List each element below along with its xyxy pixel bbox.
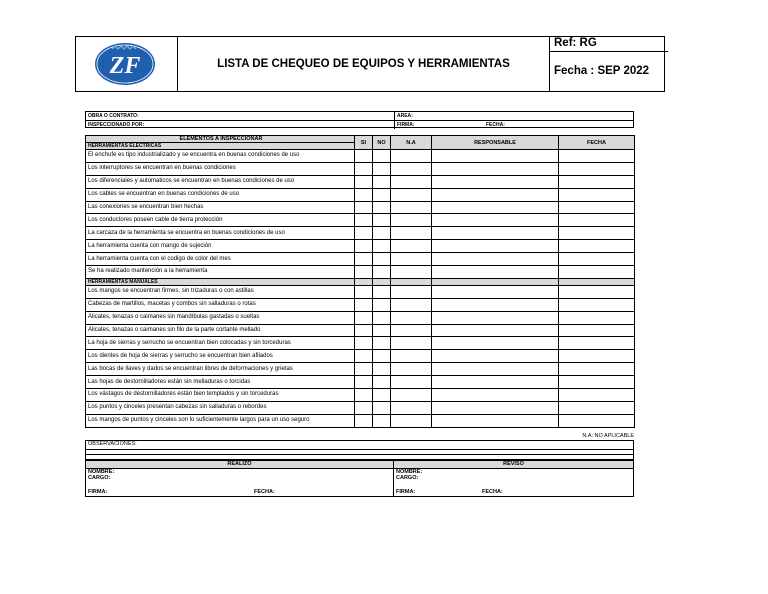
check-na[interactable] <box>391 188 432 201</box>
fecha-cell[interactable] <box>559 214 635 227</box>
fecha-cell[interactable] <box>559 350 635 363</box>
responsable-cell[interactable] <box>432 253 559 266</box>
check-si[interactable] <box>355 175 373 188</box>
responsable-cell[interactable] <box>432 150 559 163</box>
document-date: Fecha : SEP 2022 <box>554 65 650 77</box>
check-no[interactable] <box>373 188 391 201</box>
section-header-blank <box>355 278 373 285</box>
check-no[interactable] <box>373 389 391 402</box>
company-logo <box>76 37 178 91</box>
table-row <box>86 337 635 350</box>
check-na[interactable] <box>391 285 432 298</box>
reviso-nombre[interactable]: NOMBRE: <box>396 469 423 475</box>
section-title: ELEMENTOS A INSPECCIONAR <box>86 136 355 143</box>
table-row <box>86 389 635 402</box>
col-na: N.A <box>391 136 432 150</box>
responsable-cell[interactable] <box>432 350 559 363</box>
table-row <box>86 240 635 253</box>
fecha-cell[interactable] <box>559 175 635 188</box>
responsable-cell[interactable] <box>432 201 559 214</box>
check-no[interactable] <box>373 285 391 298</box>
checklist-item: Los interruptores se encuentran en buenas condiciones <box>86 162 355 175</box>
responsable-cell[interactable] <box>432 188 559 201</box>
check-na[interactable] <box>391 266 432 279</box>
checklist-item: Los diferenciales y automaticos se encuentran en buenas condiciones de uso <box>86 175 355 188</box>
col-si: SI <box>355 136 373 150</box>
observaciones-line <box>86 454 633 455</box>
fecha-cell[interactable] <box>559 227 635 240</box>
checklist-item: La herramienta cuenta con mango de sujeción <box>86 240 355 253</box>
realizo-nombre[interactable]: NOMBRE: <box>88 469 115 475</box>
table-row <box>86 311 635 324</box>
check-na[interactable] <box>391 311 432 324</box>
check-si[interactable] <box>355 188 373 201</box>
check-na[interactable] <box>391 240 432 253</box>
realizo-section <box>86 461 394 496</box>
check-no[interactable] <box>373 401 391 414</box>
fecha-cell[interactable] <box>559 298 635 311</box>
check-si[interactable] <box>355 201 373 214</box>
check-si[interactable] <box>355 285 373 298</box>
fecha-cell[interactable] <box>559 337 635 350</box>
check-na[interactable] <box>391 414 432 427</box>
reviso-firma[interactable]: FIRMA: <box>396 489 416 495</box>
section-header-blank <box>373 278 391 285</box>
checklist-item: La herramienta cuenta con el codigo de color del mes <box>86 253 355 266</box>
check-no[interactable] <box>373 376 391 389</box>
checklist-item: La hoja de sierras y serrucho se encuentran bien colocadas y sin torceduras <box>86 337 355 350</box>
check-no[interactable] <box>373 414 391 427</box>
responsable-cell[interactable] <box>432 363 559 376</box>
check-no[interactable] <box>373 363 391 376</box>
table-row <box>86 350 635 363</box>
check-si[interactable] <box>355 227 373 240</box>
table-row <box>86 253 635 266</box>
inspeccionado-field[interactable]: INSPECCIONADO POR: <box>88 122 145 128</box>
check-si[interactable] <box>355 311 373 324</box>
checklist-item: Los mangos se encuentran firmes, sin trizaduras o con astillas <box>86 285 355 298</box>
check-na[interactable] <box>391 227 432 240</box>
fecha-cell[interactable] <box>559 363 635 376</box>
check-si[interactable] <box>355 350 373 363</box>
check-si[interactable] <box>355 401 373 414</box>
fecha-cell[interactable] <box>559 240 635 253</box>
checklist-item: Los vástagos de destornilladores están bien templados y sin torceduras <box>86 389 355 402</box>
check-si[interactable] <box>355 414 373 427</box>
checklist-item: Los puntos y cinceles presentan cabezas sin salladuras o rebordes <box>86 401 355 414</box>
responsable-cell[interactable] <box>432 414 559 427</box>
table-row <box>86 162 635 175</box>
signature-block <box>85 460 634 497</box>
check-si[interactable] <box>355 298 373 311</box>
responsable-cell[interactable] <box>432 175 559 188</box>
fecha-cell[interactable] <box>559 285 635 298</box>
checklist-item: Se ha realizado mantención a la herramienta <box>86 266 355 279</box>
check-si[interactable] <box>355 150 373 163</box>
check-na[interactable] <box>391 253 432 266</box>
responsable-cell[interactable] <box>432 376 559 389</box>
section-header-blank <box>432 278 559 285</box>
check-na[interactable] <box>391 162 432 175</box>
check-si[interactable] <box>355 266 373 279</box>
checklist-item: Las hojas de destornilladores están sin melladuras o torcidas <box>86 376 355 389</box>
checklist-table <box>85 135 635 428</box>
check-no[interactable] <box>373 298 391 311</box>
check-na[interactable] <box>391 376 432 389</box>
responsable-cell[interactable] <box>432 298 559 311</box>
check-no[interactable] <box>373 150 391 163</box>
table-row <box>86 227 635 240</box>
table-row <box>86 150 635 163</box>
check-na[interactable] <box>391 298 432 311</box>
checklist-item: Alicates, tenazas o caimanes sin mandíbulas gastadas o sueltas <box>86 311 355 324</box>
check-no[interactable] <box>373 311 391 324</box>
check-na[interactable] <box>391 401 432 414</box>
table-row <box>86 298 635 311</box>
check-no[interactable] <box>373 227 391 240</box>
check-na[interactable] <box>391 175 432 188</box>
document-title: LISTA DE CHEQUEO DE EQUIPOS Y HERRAMIENTAS <box>178 37 550 91</box>
inspection-info <box>85 111 634 128</box>
checklist-item: Los dientes de hoja de sierras y serrucho se encuentran bien afilados <box>86 350 355 363</box>
zf-logo-icon <box>88 41 166 87</box>
responsable-cell[interactable] <box>432 240 559 253</box>
info-row-2 <box>86 120 633 129</box>
svg-text:ZF: ZF <box>109 53 141 79</box>
realizo-cargo[interactable]: CARGO: <box>88 475 111 481</box>
check-no[interactable] <box>373 162 391 175</box>
area-field[interactable]: AREA: <box>394 112 633 120</box>
check-na[interactable] <box>391 201 432 214</box>
fecha-cell[interactable] <box>559 311 635 324</box>
responsable-cell[interactable] <box>432 389 559 402</box>
table-row <box>86 201 635 214</box>
check-si[interactable] <box>355 337 373 350</box>
check-no[interactable] <box>373 324 391 337</box>
section-header: HERRAMIENTAS MANUALES <box>86 278 355 285</box>
responsable-cell[interactable] <box>432 337 559 350</box>
checklist-item: Las conexiones se encuentran bien hechas <box>86 201 355 214</box>
responsable-cell[interactable] <box>432 401 559 414</box>
check-no[interactable] <box>373 350 391 363</box>
section-header-blank <box>559 278 635 285</box>
na-legend: N.A: NO APLICABLE <box>582 433 634 439</box>
check-no[interactable] <box>373 214 391 227</box>
check-no[interactable] <box>373 175 391 188</box>
checklist-item: Los mangos de puntos y cinceles son lo suficientemente largos para un uso seguro <box>86 414 355 427</box>
check-no[interactable] <box>373 266 391 279</box>
table-header-row <box>86 136 635 143</box>
fecha-field[interactable]: FECHA: <box>486 122 505 128</box>
table-row <box>86 285 635 298</box>
section-header: HERRAMIENTAS ELECTRICAS <box>86 143 355 150</box>
realizo-firma[interactable]: FIRMA: <box>88 489 108 495</box>
obra-field[interactable]: OBRA O CONTRATO: <box>88 113 139 119</box>
table-row <box>86 266 635 279</box>
fecha-cell[interactable] <box>559 414 635 427</box>
reference-code: Ref: RG <box>550 37 668 52</box>
check-no[interactable] <box>373 240 391 253</box>
observaciones-box[interactable] <box>85 440 634 460</box>
info-row-1 <box>86 112 633 120</box>
table-row <box>86 414 635 427</box>
fecha-cell[interactable] <box>559 324 635 337</box>
checklist-item: Los cables se encuentran en buenas condiciones de uso <box>86 188 355 201</box>
check-no[interactable] <box>373 201 391 214</box>
check-na[interactable] <box>391 389 432 402</box>
check-si[interactable] <box>355 253 373 266</box>
check-na[interactable] <box>391 214 432 227</box>
responsable-cell[interactable] <box>432 227 559 240</box>
fecha-cell[interactable] <box>559 266 635 279</box>
table-row <box>86 324 635 337</box>
fecha-cell[interactable] <box>559 150 635 163</box>
fecha-cell[interactable] <box>559 188 635 201</box>
check-na[interactable] <box>391 363 432 376</box>
check-si[interactable] <box>355 162 373 175</box>
table-row <box>86 188 635 201</box>
reviso-fecha[interactable]: FECHA: <box>482 489 503 495</box>
fecha-cell[interactable] <box>559 376 635 389</box>
reviso-section <box>394 461 633 496</box>
checklist-item: El enchufe es tipo industrializado y se encuentra en buenas condiciones de uso <box>86 150 355 163</box>
responsable-cell[interactable] <box>432 214 559 227</box>
document-header <box>75 36 665 92</box>
check-na[interactable] <box>391 337 432 350</box>
checklist-item: Las bocas de llaves y dados se encuentran libres de deformaciones y grietas <box>86 363 355 376</box>
fecha-cell[interactable] <box>559 162 635 175</box>
checklist-item: Alicates, tenazas o caimanes sin filo de la parte cortante mellado <box>86 324 355 337</box>
responsable-cell[interactable] <box>432 311 559 324</box>
check-no[interactable] <box>373 253 391 266</box>
reviso-cargo[interactable]: CARGO: <box>396 475 419 481</box>
fecha-cell[interactable] <box>559 201 635 214</box>
table-row <box>86 376 635 389</box>
checklist-item: La carcaza de la herramienta se encuentra en buenas condiciones de uso <box>86 227 355 240</box>
fecha-cell[interactable] <box>559 253 635 266</box>
checklist-item: Los conductores poseen cable de tierra protección <box>86 214 355 227</box>
check-na[interactable] <box>391 350 432 363</box>
col-no: NO <box>373 136 391 150</box>
table-row <box>86 175 635 188</box>
check-na[interactable] <box>391 324 432 337</box>
section-row <box>86 278 635 285</box>
check-si[interactable] <box>355 389 373 402</box>
check-si[interactable] <box>355 324 373 337</box>
fecha-cell[interactable] <box>559 401 635 414</box>
section-header-blank <box>391 278 432 285</box>
observaciones-line <box>86 449 633 450</box>
responsable-cell[interactable] <box>432 162 559 175</box>
check-si[interactable] <box>355 214 373 227</box>
col-responsable: RESPONSABLE <box>432 136 559 150</box>
responsable-cell[interactable] <box>432 266 559 279</box>
realizo-title: REALIZO <box>86 461 393 469</box>
reviso-title: REVISO <box>394 461 633 469</box>
table-row <box>86 214 635 227</box>
col-fecha: FECHA <box>559 136 635 150</box>
table-row <box>86 363 635 376</box>
check-si[interactable] <box>355 376 373 389</box>
check-no[interactable] <box>373 337 391 350</box>
check-si[interactable] <box>355 363 373 376</box>
check-si[interactable] <box>355 240 373 253</box>
checklist-item: Cabezas de martillos, macetas y combos sin salladuras o rotas <box>86 298 355 311</box>
fecha-cell[interactable] <box>559 389 635 402</box>
realizo-fecha[interactable]: FECHA: <box>254 489 275 495</box>
responsable-cell[interactable] <box>432 285 559 298</box>
observaciones-label: OBSERVACIONES: <box>88 441 137 447</box>
check-na[interactable] <box>391 150 432 163</box>
firma-field[interactable]: FIRMA: <box>394 121 484 129</box>
responsable-cell[interactable] <box>432 324 559 337</box>
table-row <box>86 401 635 414</box>
